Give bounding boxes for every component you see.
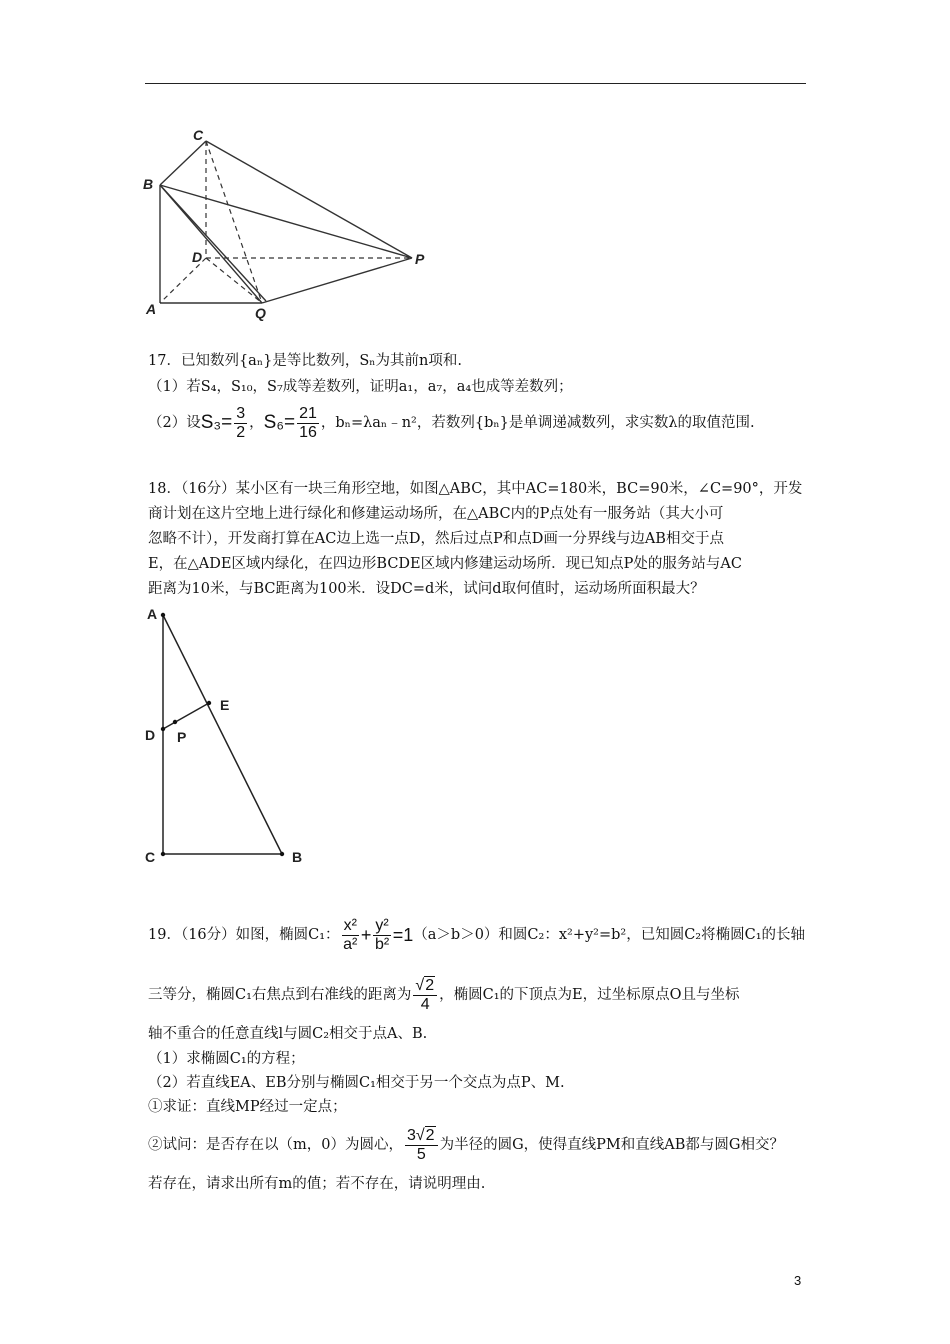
p17-line3: （2）设 S₃= $\frac{3}{2}$ ， S₆= $\frac{21}{16}$ ，bₙ=λaₙ﹣n²，若数列{bₙ}是单调递减数列，求实数λ的取值范围. bbox=[148, 404, 755, 441]
label-C: C bbox=[193, 127, 204, 143]
p19-line3: 轴不重合的任意直线l与圆C₂相交于点A、B. bbox=[148, 1026, 428, 1042]
segment-DE bbox=[163, 703, 209, 729]
p18-line1: 18．（16分）某小区有一块三角形空地，如图△ABC，其中AC=180米，BC=90米，∠C=90°，开发 bbox=[148, 481, 803, 497]
three-sqrt2-over-5: $\frac{3√2}{5}$ bbox=[405, 1127, 438, 1164]
label-A: A bbox=[147, 606, 158, 622]
p18-line4: E，在△ADE区域内绿化，在四边形BCDE区域内修建运动场所．现已知点P处的服务站与AC bbox=[148, 556, 742, 572]
point-E bbox=[207, 701, 211, 705]
point-B bbox=[280, 852, 284, 856]
point-C bbox=[161, 852, 165, 856]
p19-line8: 若存在，请求出所有m的值；若不存在，请说明理由. bbox=[148, 1176, 486, 1192]
s3-fraction: $\frac{3}{2}$ bbox=[236, 404, 246, 441]
p19-line7: ②试问：是否存在以（m，0）为圆心， $\frac{3√2}{5}$ 为半径的圆G，使得直线PM和直线AB都与圆G相交？ bbox=[148, 1126, 784, 1163]
p19-line6: ①求证：直线MP经过一定点； bbox=[148, 1099, 347, 1115]
label-Q: Q bbox=[255, 305, 266, 321]
label-D: D bbox=[145, 727, 156, 743]
label-B: B bbox=[143, 176, 154, 192]
label-D: D bbox=[192, 249, 203, 265]
point-P bbox=[173, 720, 177, 724]
edge-BC bbox=[160, 141, 206, 185]
label-A: A bbox=[146, 301, 157, 317]
edge-QP bbox=[262, 258, 412, 303]
p17-line1: 17．已知数列{aₙ}是等比数列，Sₙ为其前n项和. bbox=[148, 353, 462, 369]
p18-line5: 距离为10米，与BC距离为100米．设DC=d米，试问d取何值时，运动场所面积最大？ bbox=[148, 581, 705, 597]
label-P: P bbox=[415, 251, 425, 267]
p19-line2: 三等分，椭圆C₁右焦点到右准线的距离为 $\frac{√2}{4}$ ，椭圆C₁的下顶点为E，过坐标原点O且与坐标 bbox=[148, 976, 740, 1013]
p18-line2: 商计划在这片空地上进行绿化和修建运动场所，在△ABC内的P点处有一服务站（其大小可 bbox=[148, 506, 724, 522]
header-rule bbox=[145, 83, 806, 84]
edge-BP bbox=[160, 185, 412, 258]
p19-line1: 19．（16分）如图，椭圆C₁： $\frac{\text{x²}}{\text{a²}}$ + $\frac{\text{y²}}{\text{b²}}$ =1 （a＞b＞0）和圆C₂：x²+y²=b²，已知圆C₂将椭圆C₁的长轴 bbox=[148, 916, 806, 953]
p18-line3: 忽略不计），开发商打算在AC边上选一点D，然后过点P和点D画一分界线与边AB相交于点 bbox=[148, 531, 724, 547]
edge-BQ-2 bbox=[160, 185, 266, 301]
edge-CP bbox=[206, 141, 412, 258]
p19-line4: （1）求椭圆C₁的方程； bbox=[148, 1051, 305, 1067]
p17-line2: （1）若S₄，S₁₀，S₇成等差数列，证明a₁，a₇，a₄也成等差数列； bbox=[148, 379, 573, 395]
point-D bbox=[161, 727, 165, 731]
page-number: 3 bbox=[794, 1273, 802, 1288]
label-E: E bbox=[220, 697, 230, 713]
x2-over-a2: $\frac{\text{x²}}{\text{a²}}$ bbox=[343, 916, 358, 953]
y2-over-b2: $\frac{\text{y²}}{\text{b²}}$ bbox=[374, 916, 390, 953]
label-C: C bbox=[145, 849, 156, 865]
sqrt2-over-4: $\frac{√2}{4}$ bbox=[413, 977, 437, 1014]
edge-CQ bbox=[206, 141, 262, 303]
pyramid-figure bbox=[140, 125, 440, 325]
s6-symbol: S₆= bbox=[263, 412, 296, 433]
p19-line5: （2）若直线EA、EB分别与椭圆C₁相交于另一个交点为点P、M. bbox=[148, 1075, 565, 1091]
triangle-figure bbox=[140, 600, 320, 870]
point-A bbox=[161, 613, 165, 617]
label-P: P bbox=[177, 729, 187, 745]
label-B: B bbox=[292, 849, 303, 865]
s6-fraction: $\frac{21}{16}$ bbox=[299, 404, 317, 441]
s3-symbol: S₃= bbox=[200, 412, 233, 433]
